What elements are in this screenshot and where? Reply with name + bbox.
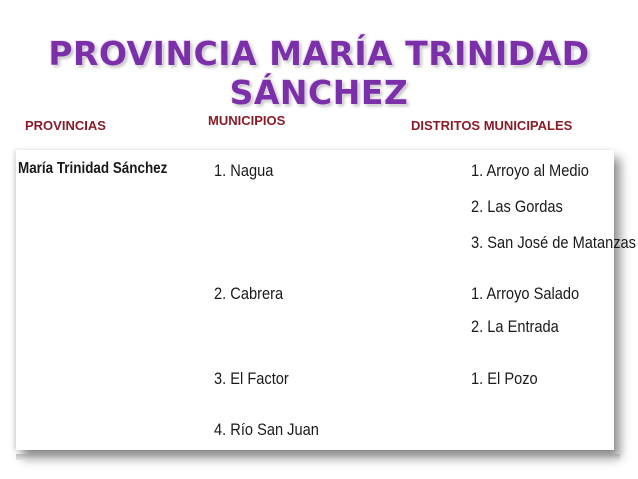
municipio-item: 1. Nagua	[214, 161, 274, 180]
distrito-item: 3. San José de Matanzas	[471, 233, 636, 252]
municipio-item: 2. Cabrera	[214, 284, 284, 303]
column-header-municipios: MUNICIPIOS	[208, 113, 286, 128]
distrito-item: 1. El Pozo	[471, 369, 538, 388]
distrito-item: 2. La Entrada	[471, 317, 559, 336]
distrito-item: 1. Arroyo al Medio	[471, 161, 589, 180]
column-header-provincias: PROVINCIAS	[25, 118, 106, 133]
page-title: PROVINCIA MARÍA TRINIDAD SÁNCHEZ	[48, 34, 590, 112]
distrito-item: 2. Las Gordas	[471, 197, 563, 216]
provincia-name: María Trinidad Sánchez	[18, 160, 168, 177]
distrito-item: 1. Arroyo Salado	[471, 284, 580, 303]
municipio-item: 4. Río San Juan	[214, 420, 319, 439]
column-header-distritos: DISTRITOS MUNICIPALES	[411, 118, 573, 133]
municipio-item: 3. El Factor	[214, 369, 289, 388]
